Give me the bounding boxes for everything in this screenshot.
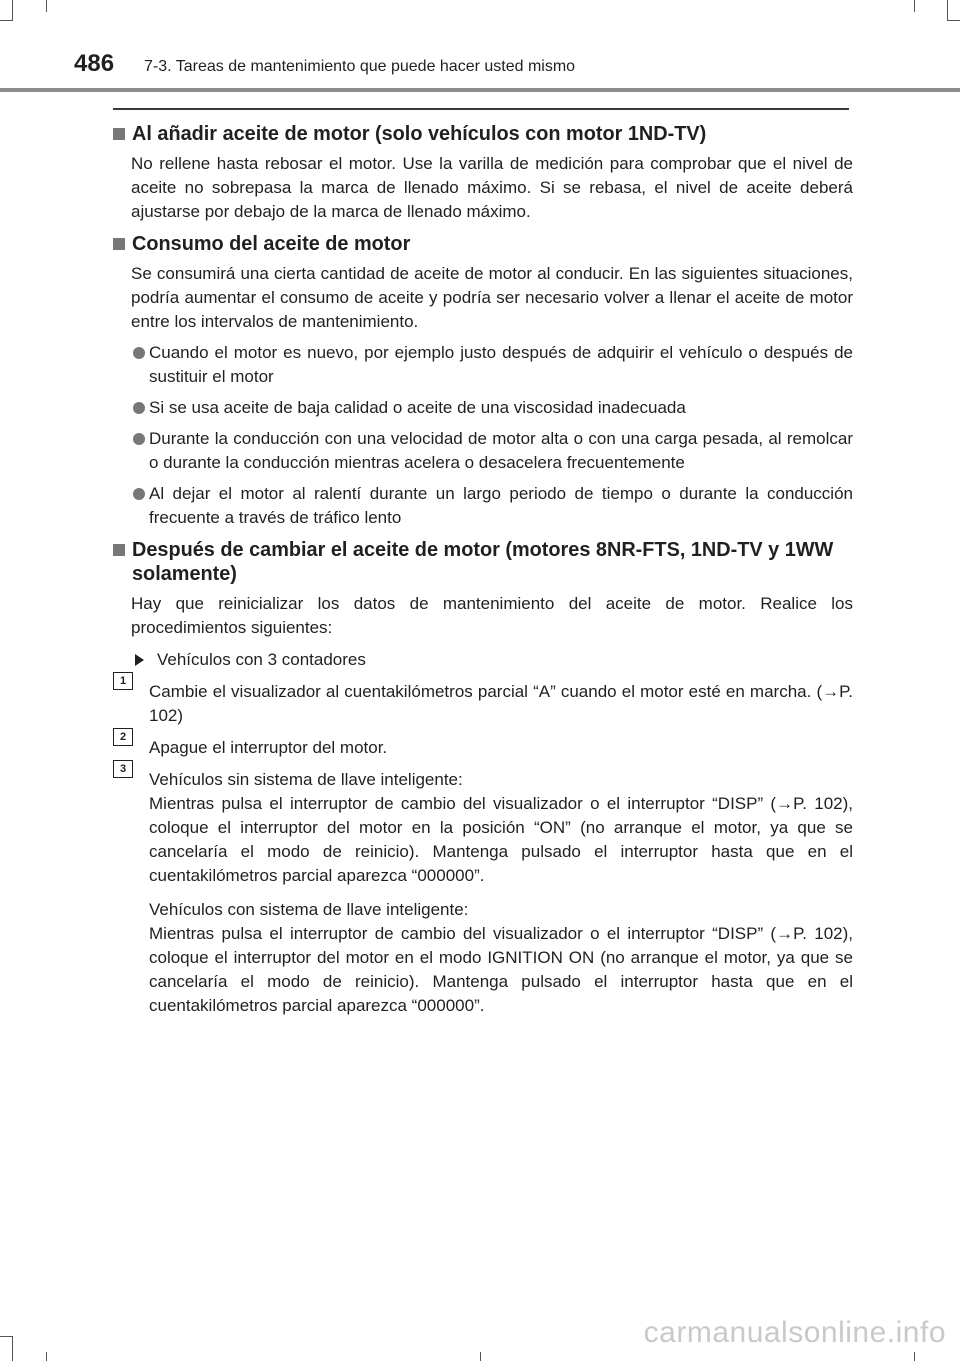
list-item: [113, 341, 853, 389]
page-content: [113, 122, 853, 1026]
list-item: [113, 427, 853, 475]
circle-bullet-icon: [133, 402, 145, 414]
section-body: Se consumirá una cierta cantidad de aceite de motor al conducir. En las siguientes situaciones, podría aumentar el consumo de aceite y podría ser necesario volver a llenar el aceite de motor entre los intervalos de mantenimiento.: [131, 264, 853, 331]
header-divider: [0, 88, 960, 92]
section-adding-oil: [113, 122, 853, 224]
section-body: No rellene hasta rebosar el motor. Use la varilla de medición para comprobar que el nivel de aceite no sobrepasa la marca de llenado máximo. Si se rebasa, el nivel de aceite deberá ajustarse por debajo de la marca de llenado máximo.: [131, 154, 853, 221]
list-item-text: Al dejar el motor al ralentí durante un largo periodo de tiempo o durante la conducción frecuente a través de tráfico lento: [149, 484, 853, 527]
section-title-text: Al añadir aceite de motor (solo vehículos con motor 1ND-TV): [132, 123, 707, 145]
crop-mark: [0, 1336, 13, 1337]
section-title: [113, 122, 853, 146]
section-body: Hay que reinicializar los datos de mantenimiento del aceite de motor. Realice los procedimientos siguientes:: [131, 594, 853, 637]
list-item-text: Cuando el motor es nuevo, por ejemplo justo después de adquirir el vehículo o después de sustituir el motor: [149, 343, 853, 386]
crop-mark: [914, 0, 915, 12]
list-item-text: Si se usa aceite de baja calidad o aceite de una viscosidad inadecuada: [149, 398, 686, 417]
list-item-text: Durante la conducción con una velocidad de motor alta o con una carga pesada, al remolcar o durante la conducción mientras acelera o desacelera frecuentemente: [149, 429, 853, 472]
step-2: [113, 731, 853, 760]
circle-bullet-icon: [133, 433, 145, 445]
crop-mark: [0, 20, 13, 21]
section-title: [113, 538, 853, 586]
step-text: Cambie el visualizador al cuentakilómetros parcial “A” cuando el motor esté en marcha. (→P. 102): [149, 682, 853, 725]
section-title-text: Después de cambiar el aceite de motor (motores 8NR-FTS, 1ND-TV y 1WW solamente): [132, 539, 834, 585]
crop-mark: [46, 1352, 47, 1361]
step-number-badge: 3: [113, 760, 133, 778]
step-3: [113, 763, 853, 1018]
crop-mark: [46, 0, 47, 12]
step-text: Apague el interruptor del motor.: [149, 738, 388, 757]
subheading-text: Vehículos con 3 contadores: [157, 650, 366, 669]
circle-bullet-icon: [133, 347, 145, 359]
list-item: [113, 482, 853, 530]
step-text: Vehículos sin sistema de llave inteligente: Mientras pulsa el interruptor de cambio del visualizador o el interruptor “DISP” (→P. 102), coloque el interruptor del motor en la posición “ON” (no arranque el motor, ya que se cancelaría el modo de reinicio). Mantenga pulsado el interruptor hasta que en el cuentakilómetros parcial aparezca “000000”.: [149, 770, 853, 885]
square-bullet-icon: [113, 544, 125, 556]
crop-mark: [914, 1352, 915, 1361]
section-title: [113, 232, 853, 256]
crop-mark: [947, 20, 960, 21]
subheading: [113, 648, 853, 672]
step-text: Vehículos con sistema de llave inteligente: Mientras pulsa el interruptor de cambio del visualizador o el interruptor “DISP” (→P. 102), coloque el interruptor del motor en el modo IGNITION ON (no arranque el motor, ya que se cancelaría el modo de reinicio). Mantenga pulsado el interruptor hasta que en el cuentakilómetros parcial aparezca “000000”.: [149, 900, 853, 1015]
crop-mark: [480, 1352, 481, 1361]
crop-mark: [947, 0, 948, 20]
crop-mark: [12, 1336, 13, 1361]
content-divider: [113, 108, 849, 110]
step-number-badge: 2: [113, 728, 133, 746]
watermark-text: carmanualsonline.info: [643, 1316, 946, 1349]
square-bullet-icon: [113, 128, 125, 140]
square-bullet-icon: [113, 238, 125, 250]
list-item: [113, 396, 853, 420]
circle-bullet-icon: [133, 488, 145, 500]
page-number: 486: [74, 50, 115, 77]
section-title-text: Consumo del aceite de motor: [132, 233, 411, 255]
page-header-title: 7-3. Tareas de mantenimiento que puede hacer usted mismo: [144, 58, 576, 75]
crop-mark: [12, 0, 13, 20]
step-number-badge: 1: [113, 672, 133, 690]
section-after-oil-change: [113, 538, 853, 1018]
section-oil-consumption: [113, 232, 853, 530]
triangle-right-icon: [135, 654, 144, 666]
step-1: [113, 675, 853, 728]
